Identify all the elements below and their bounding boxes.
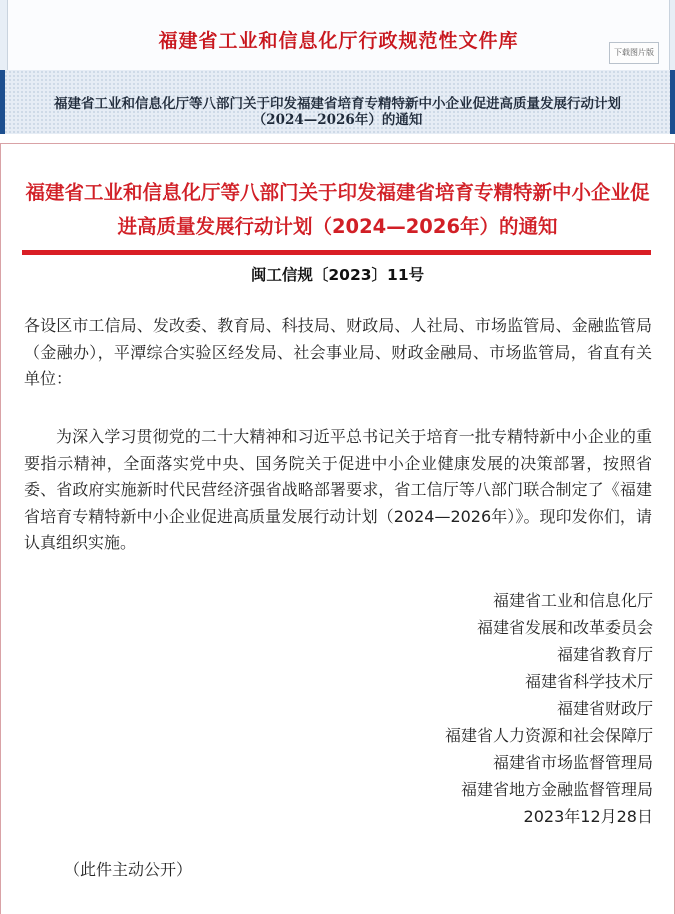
public-disclosure-note: （此件主动公开） bbox=[64, 860, 193, 879]
left-edge-bar bbox=[0, 70, 5, 134]
document-number: 闽工信规〔2023〕11号 bbox=[250, 266, 425, 284]
signatory: 福建省市场监督管理局 bbox=[492, 753, 653, 772]
red-divider bbox=[22, 250, 651, 255]
site-title: 福建省工业和信息化厅行政规范性文件库 bbox=[158, 30, 519, 52]
signature-block bbox=[445, 587, 653, 830]
issue-date: 2023年12月28日 bbox=[523, 807, 653, 826]
header-top bbox=[7, 0, 670, 70]
signatory: 福建省地方金融监督管理局 bbox=[460, 780, 653, 799]
page-subtitle: 福建省工业和信息化厅等八部门关于印发福建省培育专精特新中小企业促进高质量发展行动计划（2024—2026年）的通知 bbox=[54, 96, 621, 128]
body-paragraph: 为深入学习贯彻党的二十大精神和习近平总书记关于培育一批专精特新中小企业的重要指示精神，全面落实党中央、国务院关于促进中小企业健康发展的决策部署，按照省委、省政府实施新时代民营经济强省战略部署要求，省工信厅等八部门联合制定了《福建省培育专精特新中小企业促进高质量发展行动计划（2024—2026年）》。现印发你们，请认真组织实施。 bbox=[24, 427, 652, 552]
signatory: 福建省人力资源和社会保障厅 bbox=[444, 726, 653, 745]
signatory: 福建省教育厅 bbox=[556, 645, 653, 664]
header-banner bbox=[0, 0, 675, 134]
signatory: 福建省工业和信息化厅 bbox=[492, 591, 653, 610]
download-image-button[interactable]: 下载图片版 bbox=[609, 42, 659, 64]
addressees-paragraph: 各设区市工信局、发改委、教育局、科技局、财政局、人社局、市场监管局、金融监管局（金融办），平潭综合实验区经发局、社会事业局、财政金融局、市场监管局，省直有关单位： bbox=[24, 316, 652, 388]
document-title: 福建省工业和信息化厅等八部门关于印发福建省培育专精特新中小企业促进高质量发展行动计划（2024—2026年）的通知 bbox=[25, 181, 650, 238]
signatory: 福建省财政厅 bbox=[556, 699, 653, 718]
signatory: 福建省发展和改革委员会 bbox=[476, 618, 653, 637]
signatory: 福建省科学技术厅 bbox=[524, 672, 653, 691]
right-edge-bar bbox=[670, 70, 675, 134]
